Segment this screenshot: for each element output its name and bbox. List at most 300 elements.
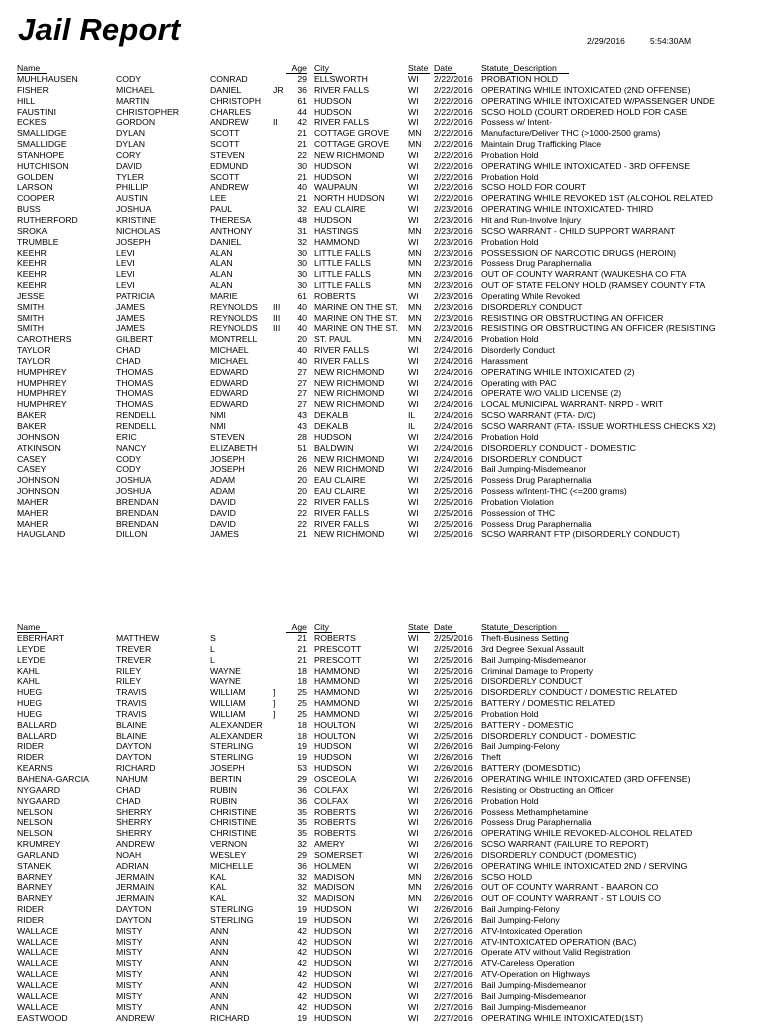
date-cell: 2/22/2016 <box>434 182 473 193</box>
first-name-cell: MARTIN <box>116 95 150 106</box>
state-cell: MN <box>408 312 422 323</box>
last-name-cell: KEEHR <box>17 280 47 291</box>
statute-cell: Possess w/ Intent- <box>481 117 552 128</box>
city-cell: HUDSON <box>314 95 352 106</box>
age-cell: 43 <box>297 410 307 421</box>
last-name-cell: JESSE <box>17 290 45 301</box>
suffix-cell: ] <box>273 687 276 698</box>
date-cell: 2/26/2016 <box>434 839 473 850</box>
table-row <box>0 519 768 530</box>
middle-name-cell: WAYNE <box>210 676 241 687</box>
middle-name-cell: ANN <box>210 947 229 958</box>
age-cell: 42 <box>297 969 307 980</box>
statute-cell: Bail Jumping-Misdemeanor <box>481 1001 587 1012</box>
date-cell: 2/24/2016 <box>434 453 473 464</box>
age-cell: 21 <box>297 643 307 654</box>
date-cell: 2/24/2016 <box>434 334 473 345</box>
last-name-cell: WALLACE <box>17 925 59 936</box>
state-cell: WI <box>408 914 419 925</box>
state-cell: WI <box>408 969 419 980</box>
statute-cell: DISORDERLY CONDUCT <box>481 453 583 464</box>
state-cell: MN <box>408 871 422 882</box>
middle-name-cell: CHARLES <box>210 106 252 117</box>
first-name-cell: JOSEPH <box>116 236 151 247</box>
statute-cell: OUT OF COUNTY WARRANT (WAUKESHA CO FTA <box>481 269 687 280</box>
table-row <box>0 807 768 818</box>
statute-cell: Criminal Damage to Property <box>481 665 594 676</box>
table-row <box>0 161 768 172</box>
first-name-cell: MISTY <box>116 990 143 1001</box>
first-name-cell: SHERRY <box>116 828 153 839</box>
city-cell: HASTINGS <box>314 225 359 236</box>
last-name-cell: CASEY <box>17 453 47 464</box>
age-cell: 22 <box>297 518 307 529</box>
statute-cell: OUT OF COUNTY WARRANT - ST LOUIS CO <box>481 893 662 904</box>
table-row <box>0 817 768 828</box>
city-cell: PRESCOTT <box>314 643 362 654</box>
city-cell: NEW RICHMOND <box>314 529 385 540</box>
date-cell: 2/25/2016 <box>434 676 473 687</box>
last-name-cell: KEEHR <box>17 247 47 258</box>
table-row <box>0 937 768 948</box>
table-row <box>0 388 768 399</box>
last-name-cell: JOHNSON <box>17 475 60 486</box>
first-name-cell: DILLON <box>116 529 148 540</box>
city-cell: ST. PAUL <box>314 334 352 345</box>
middle-name-cell: ALEXANDER <box>210 719 263 730</box>
column-header-city: City <box>314 622 332 633</box>
statute-cell: Probation Hold <box>481 171 539 182</box>
state-cell: WI <box>408 784 419 795</box>
city-cell: LITTLE FALLS <box>314 258 371 269</box>
first-name-cell: LEVI <box>116 258 135 269</box>
age-cell: 21 <box>297 529 307 540</box>
last-name-cell: SMALLIDGE <box>17 139 67 150</box>
statute-cell: Maintain Drug Trafficking Place <box>481 139 602 150</box>
table-row <box>0 204 768 215</box>
state-cell: WI <box>408 442 419 453</box>
statute-cell: Harassment <box>481 355 528 366</box>
age-cell: 21 <box>297 193 307 204</box>
date-cell: 2/22/2016 <box>434 117 473 128</box>
table-row <box>0 291 768 302</box>
age-cell: 32 <box>297 893 307 904</box>
middle-name-cell: ALAN <box>210 269 233 280</box>
middle-name-cell: SCOTT <box>210 128 240 139</box>
state-cell: WI <box>408 95 419 106</box>
age-cell: 27 <box>297 366 307 377</box>
middle-name-cell: L <box>210 654 215 665</box>
state-cell: WI <box>408 773 419 784</box>
table-row <box>0 861 768 872</box>
statute-cell: OPERATING WHILE REVOKED 1ST (ALCOHOL RELATED <box>481 193 713 204</box>
age-cell: 29 <box>297 849 307 860</box>
last-name-cell: CASEY <box>17 464 47 475</box>
city-cell: AMERY <box>314 839 345 850</box>
city-cell: PRESCOTT <box>314 654 362 665</box>
state-cell: MN <box>408 301 422 312</box>
city-cell: HUDSON <box>314 990 352 1001</box>
last-name-cell: NYGAARD <box>17 784 60 795</box>
age-cell: 19 <box>297 1012 307 1023</box>
statute-cell: BATTERY / DOMESTIC RELATED <box>481 698 616 709</box>
middle-name-cell: KAL <box>210 871 227 882</box>
last-name-cell: HUMPHREY <box>17 388 67 399</box>
age-cell: 30 <box>297 247 307 258</box>
first-name-cell: BRENDAN <box>116 507 159 518</box>
first-name-cell: JOSHUA <box>116 475 152 486</box>
state-cell: WI <box>408 654 419 665</box>
age-cell: 40 <box>297 345 307 356</box>
city-cell: NEW RICHMOND <box>314 149 385 160</box>
statute-cell: OPERATING WHILE INTOXICATED (2ND OFFENSE) <box>481 84 691 95</box>
age-cell: 48 <box>297 214 307 225</box>
last-name-cell: BAHENA-GARCIA <box>17 773 89 784</box>
city-cell: HAMMOND <box>314 708 360 719</box>
age-cell: 22 <box>297 149 307 160</box>
table-row <box>0 150 768 161</box>
city-cell: HAMMOND <box>314 676 360 687</box>
table-row <box>0 85 768 96</box>
city-cell: RIVER FALLS <box>314 496 370 507</box>
state-cell: WI <box>408 453 419 464</box>
first-name-cell: BRENDAN <box>116 496 159 507</box>
first-name-cell: LEVI <box>116 247 135 258</box>
first-name-cell: LEVI <box>116 280 135 291</box>
statute-cell: DISORDERLY CONDUCT <box>481 676 583 687</box>
statute-cell: Bail Jumping-Misdemeanor <box>481 654 587 665</box>
city-cell: EAU CLAIRE <box>314 486 366 497</box>
last-name-cell: NYGAARD <box>17 795 60 806</box>
date-cell: 2/26/2016 <box>434 860 473 871</box>
age-cell: 29 <box>297 773 307 784</box>
statute-cell: OPERATING WHILE INTOXICATED 2ND / SERVING <box>481 860 688 871</box>
date-cell: 2/26/2016 <box>434 752 473 763</box>
age-cell: 29 <box>297 74 307 84</box>
age-cell: 36 <box>297 795 307 806</box>
table-row <box>0 226 768 237</box>
city-cell: ELLSWORTH <box>314 74 368 84</box>
statute-cell: Probation Violation <box>481 496 554 507</box>
first-name-cell: JAMES <box>116 312 145 323</box>
last-name-cell: LEYDE <box>17 643 46 654</box>
statute-cell: Bail Jumping-Misdemeanor <box>481 980 587 990</box>
age-cell: 18 <box>297 676 307 687</box>
state-cell: WI <box>408 752 419 763</box>
age-cell: 18 <box>297 665 307 676</box>
statute-cell: OUT OF STATE FELONY HOLD (RAMSEY COUNTY FTA <box>481 280 706 291</box>
city-cell: HUDSON <box>314 1012 352 1023</box>
city-cell: MARINE ON THE ST. <box>314 312 398 323</box>
city-cell: HUDSON <box>314 914 352 925</box>
age-cell: 40 <box>297 312 307 323</box>
date-cell: 2/26/2016 <box>434 871 473 882</box>
last-name-cell: ECKES <box>17 117 47 128</box>
age-cell: 19 <box>297 752 307 763</box>
statute-cell: Possess Drug Paraphernalia <box>481 817 592 828</box>
state-cell: WI <box>408 806 419 817</box>
state-cell: WI <box>408 377 419 388</box>
state-cell: WI <box>408 904 419 915</box>
last-name-cell: BALLARD <box>17 730 57 741</box>
last-name-cell: BAKER <box>17 410 47 421</box>
city-cell: EAU CLAIRE <box>314 204 366 215</box>
first-name-cell: NAHUM <box>116 773 148 784</box>
first-name-cell: TYLER <box>116 171 145 182</box>
last-name-cell: MAHER <box>17 496 49 507</box>
state-cell: MN <box>408 258 422 269</box>
last-name-cell: BARNEY <box>17 871 53 882</box>
state-cell: WI <box>408 947 419 958</box>
date-cell: 2/23/2016 <box>434 258 473 269</box>
date-cell: 2/24/2016 <box>434 431 473 442</box>
age-cell: 27 <box>297 388 307 399</box>
date-cell: 2/25/2016 <box>434 643 473 654</box>
state-cell: MN <box>408 323 422 334</box>
city-cell: EAU CLAIRE <box>314 475 366 486</box>
table-row <box>0 258 768 269</box>
middle-name-cell: JOSEPH <box>210 763 245 774</box>
last-name-cell: BARNEY <box>17 882 53 893</box>
middle-name-cell: SCOTT <box>210 171 240 182</box>
statute-cell: OPERATING WHILE REVOKED-ALCOHOL RELATED <box>481 828 693 839</box>
table-row <box>0 828 768 839</box>
suffix-cell: III <box>273 312 281 323</box>
date-cell: 2/26/2016 <box>434 741 473 752</box>
date-cell: 2/23/2016 <box>434 290 473 301</box>
column-header-date: Date <box>434 63 456 74</box>
middle-name-cell: ANTHONY <box>210 225 253 236</box>
last-name-cell: WALLACE <box>17 980 59 990</box>
city-cell: ROBERTS <box>314 828 356 839</box>
date-cell: 2/27/2016 <box>434 947 473 958</box>
middle-name-cell: KAL <box>210 882 227 893</box>
date-cell: 2/27/2016 <box>434 990 473 1001</box>
city-cell: OSCEOLA <box>314 773 357 784</box>
last-name-cell: BUSS <box>17 204 41 215</box>
statute-cell: SCSO WARRANT - CHILD SUPPORT WARRANT <box>481 225 676 236</box>
date-cell: 2/24/2016 <box>434 399 473 410</box>
city-cell: COLFAX <box>314 784 349 795</box>
statute-cell: Theft <box>481 752 501 763</box>
city-cell: RIVER FALLS <box>314 518 370 529</box>
column-header-statute: Statute_Description <box>481 622 569 633</box>
first-name-cell: NOAH <box>116 849 142 860</box>
middle-name-cell: MARIE <box>210 290 238 301</box>
statute-cell: Manufacture/Deliver THC (>1000-2500 grams) <box>481 128 661 139</box>
date-cell: 2/22/2016 <box>434 160 473 171</box>
table-row <box>0 774 768 785</box>
state-cell: WI <box>408 214 419 225</box>
middle-name-cell: DAVID <box>210 507 236 518</box>
table-row <box>0 280 768 291</box>
date-cell: 2/25/2016 <box>434 654 473 665</box>
middle-name-cell: EDWARD <box>210 388 249 399</box>
middle-name-cell: STERLING <box>210 752 254 763</box>
age-cell: 36 <box>297 860 307 871</box>
table-row <box>0 410 768 421</box>
city-cell: HUDSON <box>314 106 352 117</box>
first-name-cell: BLAINE <box>116 730 147 741</box>
state-cell: WI <box>408 518 419 529</box>
last-name-cell: WALLACE <box>17 1001 59 1012</box>
statute-cell: SCSO WARRANT (FTA- ISSUE WORTHLESS CHECKS X2) <box>481 421 716 431</box>
date-cell: 2/25/2016 <box>434 496 473 507</box>
last-name-cell: EASTWOOD <box>17 1012 68 1023</box>
table-row <box>0 486 768 497</box>
middle-name-cell: DANIEL <box>210 236 242 247</box>
state-cell: WI <box>408 149 419 160</box>
city-cell: ROBERTS <box>314 806 356 817</box>
age-cell: 40 <box>297 323 307 334</box>
middle-name-cell: DANIEL <box>210 84 242 95</box>
state-cell: MN <box>408 269 422 280</box>
table-row <box>0 399 768 410</box>
age-cell: 40 <box>297 182 307 193</box>
state-cell: WI <box>408 795 419 806</box>
last-name-cell: KAHL <box>17 676 40 687</box>
date-cell: 2/25/2016 <box>434 486 473 497</box>
statute-cell: POSSESSION OF NARCOTIC DRUGS (HEROIN) <box>481 247 677 258</box>
city-cell: HUDSON <box>314 936 352 947</box>
statute-cell: Operating with PAC <box>481 377 557 388</box>
age-cell: 26 <box>297 453 307 464</box>
first-name-cell: SHERRY <box>116 817 153 828</box>
middle-name-cell: MONTRELL <box>210 334 258 345</box>
table-row <box>0 323 768 334</box>
first-name-cell: CHAD <box>116 795 141 806</box>
last-name-cell: HAUGLAND <box>17 529 66 540</box>
last-name-cell: TAYLOR <box>17 355 51 366</box>
middle-name-cell: BERTIN <box>210 773 242 784</box>
last-name-cell: FAUSTINI <box>17 106 57 117</box>
statute-cell: LOCAL MUNICIPAL WARRANT- NRPD - WRIT <box>481 399 664 410</box>
report-title: Jail Report <box>18 12 181 47</box>
statute-cell: Bail Jumping-Felony <box>481 914 560 925</box>
table-row <box>0 1002 768 1013</box>
report-section-1 <box>0 63 768 540</box>
column-header-name: Name <box>17 63 47 74</box>
last-name-cell: GOLDEN <box>17 171 54 182</box>
statute-cell: BATTERY (DOMESDTIC) <box>481 763 581 774</box>
middle-name-cell: ALAN <box>210 258 233 269</box>
statute-cell: Resisting or Obstructing an Officer <box>481 784 614 795</box>
date-cell: 2/22/2016 <box>434 171 473 182</box>
first-name-cell: CHAD <box>116 345 141 356</box>
state-cell: WI <box>408 817 419 828</box>
statute-cell: Probation Hold <box>481 236 539 247</box>
state-cell: WI <box>408 925 419 936</box>
age-cell: 42 <box>297 958 307 969</box>
table-row <box>0 882 768 893</box>
city-cell: LITTLE FALLS <box>314 247 371 258</box>
city-cell: MARINE ON THE ST. <box>314 323 398 334</box>
age-cell: 32 <box>297 204 307 215</box>
city-cell: RIVER FALLS <box>314 507 370 518</box>
date-cell: 2/26/2016 <box>434 893 473 904</box>
age-cell: 20 <box>297 486 307 497</box>
date-cell: 2/23/2016 <box>434 225 473 236</box>
last-name-cell: COOPER <box>17 193 55 204</box>
first-name-cell: THOMAS <box>116 388 154 399</box>
date-cell: 2/25/2016 <box>434 719 473 730</box>
statute-cell: Bail Jumping-Felony <box>481 904 560 915</box>
column-header-row <box>0 63 768 74</box>
middle-name-cell: WILLIAM <box>210 698 246 709</box>
middle-name-cell: REYNOLDS <box>210 301 258 312</box>
city-cell: WAUPAUN <box>314 182 358 193</box>
middle-name-cell: PAUL <box>210 204 233 215</box>
age-cell: 27 <box>297 377 307 388</box>
last-name-cell: RIDER <box>17 904 45 915</box>
first-name-cell: JERMAIN <box>116 871 155 882</box>
first-name-cell: JOSHUA <box>116 204 152 215</box>
city-cell: RIVER FALLS <box>314 117 370 128</box>
city-cell: ROBERTS <box>314 817 356 828</box>
city-cell: HOULTON <box>314 719 356 730</box>
state-cell: MN <box>408 334 422 345</box>
age-cell: 42 <box>297 990 307 1001</box>
date-cell: 2/27/2016 <box>434 925 473 936</box>
middle-name-cell: MICHAEL <box>210 345 249 356</box>
age-cell: 20 <box>297 334 307 345</box>
statute-cell: Hit and Run-Involve Injury <box>481 214 581 225</box>
statute-cell: SCSO WARRANT FTP (DISORDERLY CONDUCT) <box>481 529 680 540</box>
table-row <box>0 378 768 389</box>
date-cell: 2/22/2016 <box>434 149 473 160</box>
city-cell: DEKALB <box>314 410 349 421</box>
date-cell: 2/27/2016 <box>434 1012 473 1023</box>
city-cell: HUDSON <box>314 969 352 980</box>
table-row <box>0 893 768 904</box>
city-cell: HUDSON <box>314 947 352 958</box>
date-cell: 2/26/2016 <box>434 904 473 915</box>
state-cell: WI <box>408 399 419 410</box>
age-cell: 32 <box>297 839 307 850</box>
statute-cell: SCSO HOLD <box>481 871 533 882</box>
state-cell: WI <box>408 529 419 540</box>
middle-name-cell: ANN <box>210 990 229 1001</box>
state-cell: WI <box>408 171 419 182</box>
booking-rows <box>0 633 768 1023</box>
statute-cell: OPERATING WHILE INTOXICATED(1ST) <box>481 1012 644 1023</box>
statute-cell: OUT OF COUNTY WARRANT - BAARON CO <box>481 882 659 893</box>
table-row <box>0 980 768 991</box>
first-name-cell: THOMAS <box>116 366 154 377</box>
age-cell: 42 <box>297 925 307 936</box>
state-cell: WI <box>408 708 419 719</box>
date-cell: 2/24/2016 <box>434 355 473 366</box>
statute-cell: Disorderly Conduct <box>481 345 555 356</box>
age-cell: 31 <box>297 225 307 236</box>
statute-cell: SCSO WARRANT (FTA- D/C) <box>481 410 596 421</box>
state-cell: WI <box>408 763 419 774</box>
table-row <box>0 720 768 731</box>
report-section-2 <box>0 622 768 1023</box>
statute-cell: DISORDERLY CONDUCT / DOMESTIC RELATED <box>481 687 678 698</box>
state-cell: WI <box>408 117 419 128</box>
age-cell: 18 <box>297 719 307 730</box>
statute-cell: Probation Hold <box>481 334 539 345</box>
last-name-cell: NELSON <box>17 828 53 839</box>
state-cell: WI <box>408 182 419 193</box>
last-name-cell: MAHER <box>17 518 49 529</box>
state-cell: WI <box>408 507 419 518</box>
age-cell: 25 <box>297 698 307 709</box>
last-name-cell: NELSON <box>17 817 53 828</box>
table-row <box>0 367 768 378</box>
age-cell: 42 <box>297 117 307 128</box>
